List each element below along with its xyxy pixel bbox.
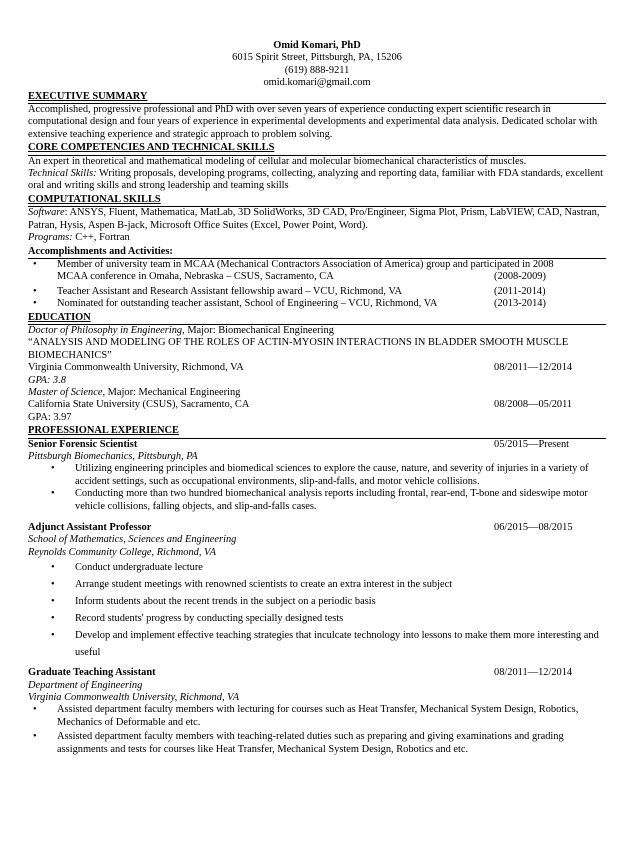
list-item: • Arrange student meetings with renowned scientists to create an extra interest in the subject	[28, 576, 606, 593]
list-item: • Record students' progress by conducting specially designed tests	[28, 610, 606, 627]
phd-school: Virginia Commonwealth University, Richmond, VA	[28, 362, 244, 374]
job-duties-list	[28, 559, 606, 661]
software-skills	[28, 207, 606, 232]
ms-dates: 08/2008—05/2011	[494, 399, 573, 411]
job-title: Graduate Teaching Assistant	[28, 667, 156, 679]
job-organization: Virginia Commonwealth University, Richmond, VA	[28, 692, 240, 704]
job-organization: Pittsburgh Biomechanics, Pittsburgh, PA	[28, 451, 198, 462]
education-heading: EDUCATION	[28, 312, 606, 325]
accomplishments-list	[28, 259, 606, 311]
job-duties-list	[28, 463, 606, 513]
resume-page	[28, 40, 606, 756]
ms-gpa: GPA: 3.97	[28, 411, 72, 423]
ms-degree: Master of Science, Major: Mechanical Engineering	[28, 386, 241, 398]
computational-skills-heading: COMPUTATIONAL SKILLS	[28, 194, 606, 207]
software-label: Software	[28, 207, 65, 219]
candidate-name: Omid Komari, PhD	[273, 40, 361, 51]
job-dates: 06/2015—08/2015	[494, 522, 573, 534]
executive-summary-text: Accomplished, progressive professional and PhD with over seven years of experience conducting expert scientific research in computational design and four years of experience in experimental developments and experimental data analysis. Dedicated scholar with extensive teaching experience and strategic approach to problem solving.	[28, 104, 598, 140]
job-organization: Reynolds Community College, Richmond, VA	[28, 546, 216, 558]
phd-gpa: GPA: 3.8	[28, 374, 66, 386]
ms-school: California State University (CSUS), Sacramento, CA	[28, 399, 250, 411]
job-dates: 08/2011—12/2014	[494, 667, 573, 679]
job-header	[28, 439, 606, 451]
list-item: • Member of university team in MCAA (Mechanical Contractors Association of America) group and participated in 2008 MCAA conference in Omaha, Nebraska – CSUS, Sacramento, CA (2008-2009)	[28, 259, 606, 284]
list-item: • Utilizing engineering principles and biomedical sciences to explore the cause, nature, and severity of injuries in a variety of accident settings, such as occupational environments, slip-and-falls, and motor vehicle collisions.	[28, 463, 606, 488]
technical-skills-text: Writing proposals, developing programs, collecting, analyzing and reporting data, familiar with FDA standards, excellent oral and writing skills and strong leadership and teaming skills	[28, 168, 603, 192]
list-item: • Nominated for outstanding teacher assistant, School of Engineering – VCU, Richmond, VA (2013-2014)	[28, 298, 606, 310]
job-header	[28, 667, 606, 679]
list-item: • Develop and implement effective teaching strategies that inculcate technology into lessons to make them more interesting and useful	[28, 627, 606, 661]
list-item: • Assisted department faculty members with lecturing for courses such as Heat Transfer, Mechanical System Design, Robotics, Mechanics of Deformable and etc.	[28, 704, 606, 729]
technical-skills	[28, 168, 606, 193]
programs-text: C++, Fortran	[72, 232, 130, 244]
list-item: • Assisted department faculty members with teaching-related duties such as preparing and giving examinations and grading assignments and tests for courses like Heat Transfer, Mechanical System Design, Robotics and etc.	[28, 731, 606, 756]
list-item: • Conducting more than two hundred biomechanical analysis reports including frontal, rear-end, T-bone and sideswipe motor vehicle collisions, falling objects, and slip-and-falls cases.	[28, 488, 606, 513]
technical-skills-label: Technical Skills:	[28, 168, 97, 180]
phd-degree: Doctor of Philosophy in Engineering, Major: Biomechanical Engineering	[28, 324, 334, 336]
ms-school-row	[28, 399, 606, 411]
executive-summary-heading: EXECUTIVE SUMMARY	[28, 91, 606, 104]
accomplishments-heading: Accomplishments and Activities:	[28, 246, 606, 259]
core-competencies-text: An expert in theoretical and mathematical modeling of cellular and molecular biomechanical characteristics of muscles.	[28, 155, 527, 167]
job-organization: School of Mathematics, Sciences and Engineering	[28, 534, 237, 546]
core-competencies-heading: CORE COMPETENCIES AND TECHNICAL SKILLS	[28, 142, 606, 155]
candidate-phone: (619) 888-9211	[284, 64, 350, 76]
list-item: • Inform students about the recent trends in the subject on a periodic basis	[28, 593, 606, 610]
phd-school-row	[28, 362, 606, 374]
job-header	[28, 522, 606, 534]
phd-thesis: “ANALYSIS AND MODELING OF THE ROLES OF ACTIN-MYOSIN INTERACTIONS IN BLADDER SMOOTH MUSCLE BIOMECHANICS”	[28, 337, 569, 361]
experience-heading: PROFESSIONAL EXPERIENCE	[28, 425, 606, 438]
software-text: : ANSYS, Fluent, Mathematica, MatLab, 3D SolidWorks, 3D CAD, Pro/Engineer, Sigma Plot, Prism, LabVIEW, CAD, Nastran, Patran, Hysis, Aspen B-jack, Microsoft Office Suites (Excel, Power Point, Word).	[28, 207, 600, 231]
job-dates: 05/2015—Present	[494, 438, 570, 450]
list-item: • Teacher Assistant and Research Assistant fellowship award – VCU, Richmond, VA (2011-2014)	[28, 286, 606, 298]
candidate-address: 6015 Spirit Street, Pittsburgh, PA, 15206	[232, 52, 402, 64]
programs-skills	[28, 232, 606, 244]
phd-dates: 08/2011—12/2014	[494, 362, 573, 374]
candidate-email: omid.komari@gmail.com	[263, 77, 371, 89]
list-item: • Conduct undergraduate lecture	[28, 559, 606, 576]
job-organization: Department of Engineering	[28, 679, 143, 691]
job-title: Senior Forensic Scientist	[28, 438, 138, 450]
job-duties-list	[28, 704, 606, 756]
programs-label: Programs:	[28, 232, 73, 244]
job-title: Adjunct Assistant Professor	[28, 522, 152, 534]
